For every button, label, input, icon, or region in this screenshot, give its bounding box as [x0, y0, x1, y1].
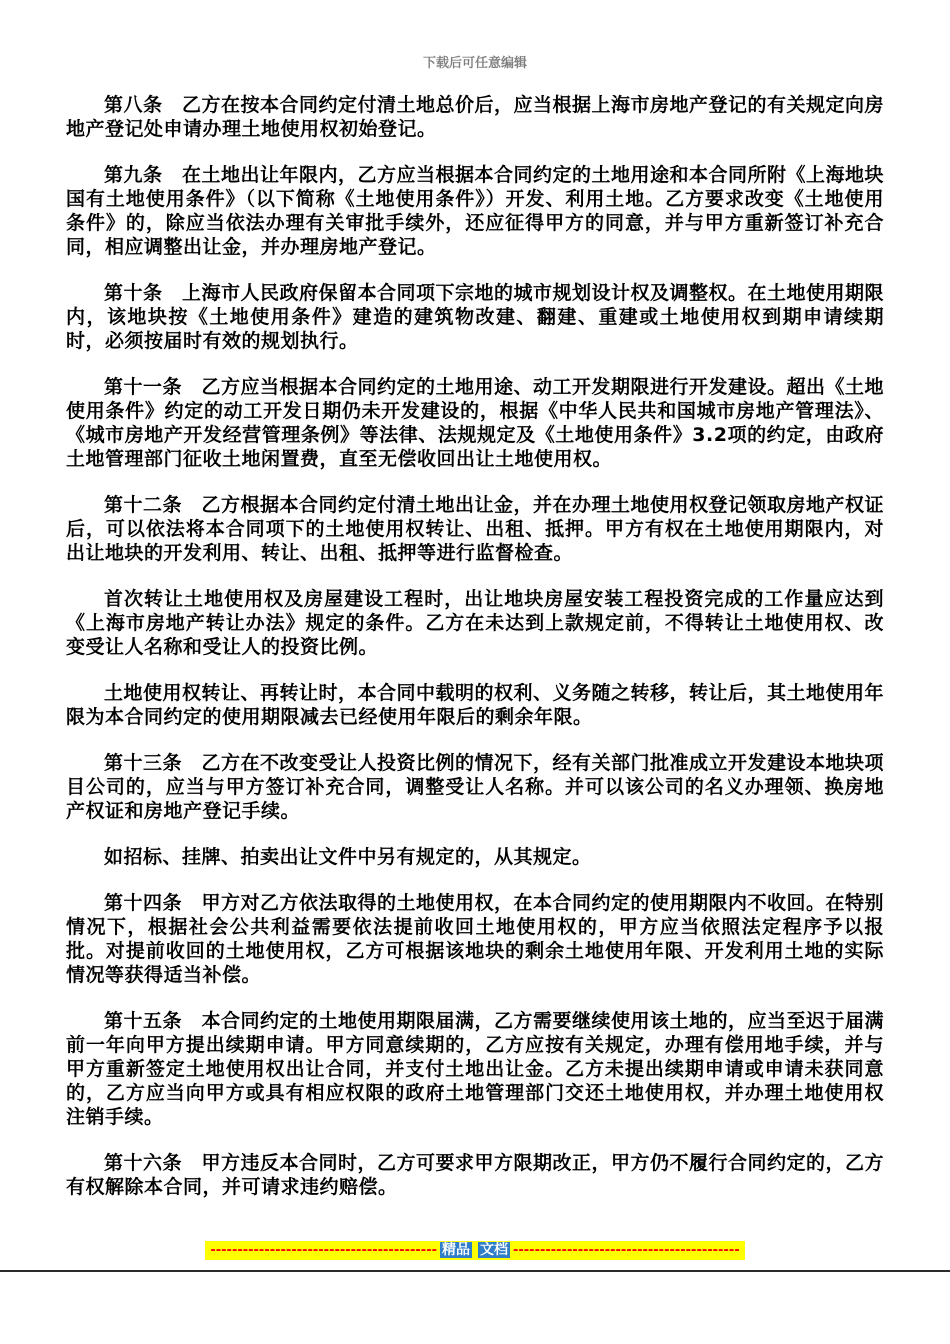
article-13-paragraph: 第十三条 乙方在不改变受让人投资比例的情况下，经有关部门批准成立开发建设本地块项目公司的，应当与甲方签订补充合同，调整受让人名称。并可以该公司的名义办理领、换房地产权证和房地产登记手续。 — [66, 752, 885, 822]
footer-highlight-line — [0, 1239, 950, 1260]
page-bottom-border — [0, 1270, 950, 1272]
article-15-paragraph: 第十五条 本合同约定的土地使用期限届满，乙方需要继续使用该土地的，应当至迟于届满前一年向甲方提出续期申请。甲方同意续期的，乙方应按有关规定，办理有偿用地手续，并与甲方重新签定土地使用权出让合同，并支付土地出让金。乙方未提出续期申请或申请未获同意的，乙方应当向甲方或具有相应权限的政府土地管理部门交还土地使用权，并办理土地使用权注销手续。 — [66, 1010, 885, 1128]
footer-dashes-left: ------------------------------------------ — [210, 1243, 437, 1258]
article-8-paragraph: 第八条 乙方在按本合同约定付清土地总价后，应当根据上海市房地产登记的有关规定向房地产登记处申请办理土地使用权初始登记。 — [66, 94, 885, 140]
article-10-paragraph: 第十条 上海市人民政府保留本合同项下宗地的城市规划设计权及调整权。在土地使用期限内，该地块按《土地使用条件》建造的建筑物改建、翻建、重建或土地使用权到期申请续期时，必须按届时有效的规划执行。 — [66, 282, 885, 352]
article-12-paragraph: 第十二条 乙方根据本合同约定付清土地出让金，并在办理土地使用权登记领取房地产权证后，可以依法将本合同项下的土地使用权转让、出租、抵押。甲方有权在土地使用期限内，对出让地块的开发利用、转让、出租、抵押等进行监督检查。 — [66, 494, 885, 564]
footer-dashes-right: ------------------------------------------ — [513, 1243, 740, 1258]
footer-yellow-bar — [205, 1241, 744, 1260]
article-9-paragraph: 第九条 在土地出让年限内，乙方应当根据本合同约定的土地用途和本合同所附《上海地块国有土地使用条件》（以下简称《土地使用条件》）开发、利用土地。乙方要求改变《土地使用条件》的，除应当依法办理有关审批手续外，还应征得甲方的同意，并与甲方重新签订补充合同，相应调整出让金，并办理房地产登记。 — [66, 164, 885, 258]
article-11-paragraph: 第十一条 乙方应当根据本合同约定的土地用途、动工开发期限进行开发建设。超出《土地使用条件》约定的动工开发日期仍未开发建设的，根据《中华人民共和国城市房地产管理法》、《城市房地产开发经营管理条例》等法律、法规规定及《土地使用条件》3.2项的约定，由政府土地管理部门征收土地闲置费，直至无偿收回出让土地使用权。 — [66, 376, 885, 470]
footer-badge-jingpin: 精品 — [442, 1242, 470, 1258]
article-12-clause-2: 首次转让土地使用权及房屋建设工程时，出让地块房屋安装工程投资完成的工作量应达到《上海市房地产转让办法》规定的条件。乙方在未达到上款规定前，不得转让土地使用权、改变受让人名称和受让人的投资比例。 — [66, 588, 884, 658]
article-13-clause-2: 如招标、挂牌、拍卖出让文件中另有规定的，从其规定。 — [104, 846, 592, 868]
article-16-paragraph: 第十六条 甲方违反本合同时，乙方可要求甲方限期改正，甲方仍不履行合同约定的，乙方有权解除本合同，并可请求违约赔偿。 — [66, 1152, 885, 1198]
download-edit-note: 下载后可任意编辑 — [422, 56, 527, 71]
article-12-clause-3: 土地使用权转让、再转让时，本合同中载明的权利、义务随之转移，转让后，其土地使用年限为本合同约定的使用期限减去已经使用年限后的剩余年限。 — [66, 682, 885, 728]
footer-badge-wendang: 文档 — [480, 1242, 508, 1258]
contract-body — [66, 93, 884, 1199]
article-14-paragraph: 第十四条 甲方对乙方依法取得的土地使用权，在本合同约定的使用期限内不收回。在特别情况下，根据社会公共利益需要依法提前收回土地使用权的，甲方应当依照法定程序予以报批。对提前收回的土地使用权，乙方可根据该地块的剩余土地使用年限、开发利用土地的实际情况等获得适当补偿。 — [66, 892, 885, 986]
